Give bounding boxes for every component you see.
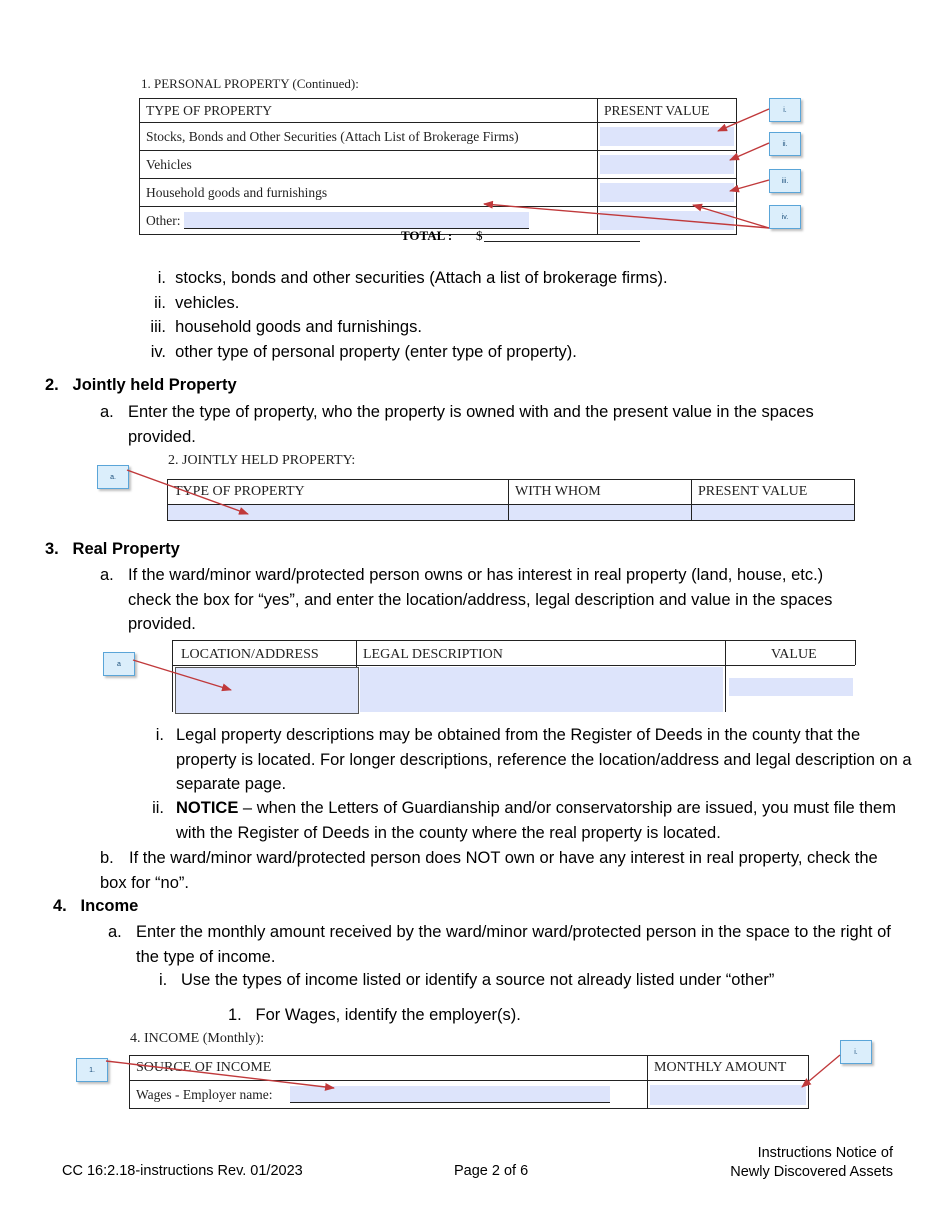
col-with-whom: WITH WHOM [509, 480, 692, 505]
col-type-of-property: TYPE OF PROPERTY [168, 480, 509, 505]
row-vehicles: Vehicles [140, 151, 598, 179]
section-3-b: b. If the ward/minor ward/protected person does NOT own or have any interest in real property, check the box for “no”. [100, 849, 878, 892]
list-item: iii. household goods and furnishings. [150, 318, 422, 336]
dollar-sign: $ [476, 228, 483, 243]
col-source-of-income: SOURCE OF INCOME [130, 1056, 648, 1081]
footer-page-number: Page 2 of 6 [454, 1163, 529, 1179]
callout-1: 1. [76, 1058, 108, 1082]
footer-doc-title: Instructions Notice of Newly Discovered Assets [730, 1145, 893, 1180]
arrow-1 [106, 1061, 334, 1088]
notice-label: NOTICE [176, 799, 239, 817]
arrow-a-joint [127, 470, 248, 514]
callout-a: a. [97, 465, 129, 489]
income-form-title: 4. INCOME (Monthly): [130, 1031, 265, 1046]
list-item: i. stocks, bonds and other securities (Attach a list of brokerage firms). [157, 269, 668, 287]
section-2-heading: 2. Jointly held Property [45, 376, 237, 394]
section-4-i: i. Use the types of income listed or identify a source not already listed under “other” [159, 971, 775, 989]
section-2-a: a. Enter the type of property, who the property is owned with and the present value in the spaces provided. [100, 403, 814, 446]
callout-i: i. [769, 98, 801, 122]
footer-form-number: CC 16:2.18-instructions Rev. 01/2023 [62, 1163, 303, 1179]
col-legal-description: LEGAL DESCRIPTION [363, 647, 503, 662]
section-3-a: a. If the ward/minor ward/protected person owns or has interest in real property (land, house, etc.) check the box for “yes”, and enter the location/address, legal description and value in the spaces provided. [100, 566, 833, 633]
col-present-value: PRESENT VALUE [598, 99, 737, 123]
arrow-iv-other [484, 204, 769, 228]
joint-property-form-title: 2. JOINTLY HELD PROPERTY: [168, 453, 356, 468]
callout-iii: iii. [769, 169, 801, 193]
personal-property-form-title: 1. PERSONAL PROPERTY (Continued): [141, 76, 359, 91]
row-other: Other: [146, 213, 181, 228]
col-value: VALUE [771, 647, 817, 662]
wages-employer-label: Wages - Employer name: [136, 1087, 273, 1102]
arrow-iii [730, 180, 769, 191]
section-4-a: a. Enter the monthly amount received by the ward/minor ward/protected person in the space to the right of the type of income. [108, 923, 891, 966]
arrow-a-real [133, 660, 231, 690]
section-4-heading: 4. Income [53, 897, 139, 915]
col-monthly-amount: MONTHLY AMOUNT [648, 1056, 809, 1081]
section-3-heading: 3. Real Property [45, 540, 180, 558]
arrow-i [718, 109, 769, 131]
col-present-value: PRESENT VALUE [692, 480, 855, 505]
callout-iv: iv. [769, 205, 801, 229]
row-stocks: Stocks, Bonds and Other Securities (Attach List of Brokerage Firms) [140, 123, 598, 151]
list-item: iv. other type of personal property (enter type of property). [150, 342, 577, 361]
section-4-1: 1. For Wages, identify the employer(s). [228, 1006, 521, 1024]
col-location-address: LOCATION/ADDRESS [181, 647, 319, 662]
callout-a-real: a [103, 652, 135, 676]
section-3-i: i. Legal property descriptions may be obtained from the Register of Deeds in the county that the property is located. For longer descriptions, reference the location/address and legal description on a separate page. [155, 726, 912, 793]
total-label: TOTAL : [401, 228, 453, 243]
arrow-ii [730, 143, 769, 160]
row-household: Household goods and furnishings [140, 179, 598, 207]
section-3-ii: ii. NOTICE – when the Letters of Guardianship and/or conservatorship are issued, you must file them with the Register of Deeds in the county where the real property is located. [152, 799, 896, 842]
arrow-i-income [802, 1055, 840, 1087]
col-type-of-property: TYPE OF PROPERTY [140, 99, 598, 123]
list-item: ii. vehicles. [154, 293, 240, 312]
callout-i-income: i. [840, 1040, 872, 1064]
callout-ii: ii. [769, 132, 801, 156]
